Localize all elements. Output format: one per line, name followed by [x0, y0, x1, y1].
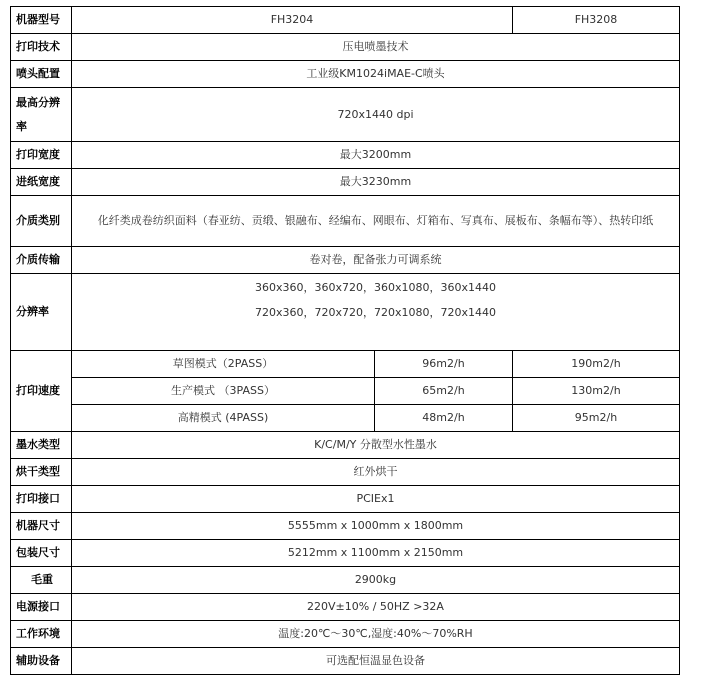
row-machine-size [11, 513, 680, 540]
row-ink-type [11, 432, 680, 459]
label-power: 电源接口 [11, 594, 72, 621]
label-feed-width: 进纸宽度 [11, 169, 72, 196]
row-interface [11, 486, 680, 513]
value-package-size: 5212mm x 1100mm x 2150mm [72, 540, 680, 567]
value-print-tech: 压电喷墨技术 [72, 34, 680, 61]
row-print-width [11, 142, 680, 169]
speed-mode-draft: 草图模式（2PASS） [72, 351, 375, 378]
speed-draft-v1: 96m2/h [375, 351, 513, 378]
value-resolution [72, 274, 680, 351]
value-machine-size: 5555mm x 1000mm x 1800mm [72, 513, 680, 540]
row-package-size [11, 540, 680, 567]
row-head-config [11, 61, 680, 88]
row-model [11, 7, 680, 34]
value-head-config: 工业级KM1024iMAE-C喷头 [72, 61, 680, 88]
label-dry-type: 烘干类型 [11, 459, 72, 486]
label-media-transfer: 介质传输 [11, 247, 72, 274]
label-head-config: 喷头配置 [11, 61, 72, 88]
label-print-tech: 打印技术 [11, 34, 72, 61]
resolution-line-1: 360x360，360x720，360x1080，360x1440 [254, 281, 496, 294]
speed-mode-production: 生产模式 （3PASS） [72, 378, 375, 405]
value-interface: PCIEx1 [72, 486, 680, 513]
label-environment: 工作环境 [11, 621, 72, 648]
row-max-res [11, 88, 680, 142]
speed-fine-v2: 95m2/h [513, 405, 680, 432]
label-interface: 打印接口 [11, 486, 72, 513]
speed-production-v1: 65m2/h [375, 378, 513, 405]
speed-mode-fine: 高精模式 (4PASS) [72, 405, 375, 432]
value-dry-type: 红外烘干 [72, 459, 680, 486]
value-print-width: 最大3200mm [72, 142, 680, 169]
row-aux [11, 648, 680, 675]
label-gross-weight: 毛重 [11, 567, 72, 594]
value-aux: 可选配恒温显色设备 [72, 648, 680, 675]
value-environment: 温度:20℃～30℃,湿度:40%～70%RH [72, 621, 680, 648]
label-aux: 辅助设备 [11, 648, 72, 675]
row-dry-type [11, 459, 680, 486]
row-speed-fine [11, 405, 680, 432]
value-media-type: 化纤类成卷纺织面料（春亚纺、贡缎、银融布、经编布、网眼布、灯箱布、写真布、展板布、条幅布等）、热转印纸 [72, 196, 680, 247]
row-media-type [11, 196, 680, 247]
label-package-size: 包装尺寸 [11, 540, 72, 567]
value-feed-width: 最大3230mm [72, 169, 680, 196]
row-environment [11, 621, 680, 648]
value-model-2: FH3208 [513, 7, 680, 34]
row-speed-draft [11, 351, 680, 378]
row-feed-width [11, 169, 680, 196]
spec-table [10, 6, 680, 675]
speed-fine-v1: 48m2/h [375, 405, 513, 432]
row-media-transfer [11, 247, 680, 274]
value-ink-type: K/C/M/Y 分散型水性墨水 [72, 432, 680, 459]
label-print-speed: 打印速度 [11, 351, 72, 432]
resolution-line-2: 720x360，720x720，720x1080，720x1440 [254, 306, 496, 319]
value-gross-weight: 2900kg [72, 567, 680, 594]
row-print-tech [11, 34, 680, 61]
value-model-1: FH3204 [72, 7, 513, 34]
label-media-type: 介质类别 [11, 196, 72, 247]
speed-production-v2: 130m2/h [513, 378, 680, 405]
label-resolution: 分辨率 [11, 274, 72, 351]
value-media-transfer: 卷对卷，配备张力可调系统 [72, 247, 680, 274]
label-model: 机器型号 [11, 7, 72, 34]
value-power: 220V±10% / 50HZ >32A [72, 594, 680, 621]
value-max-res: 720x1440 dpi [72, 88, 680, 142]
row-gross-weight [11, 567, 680, 594]
label-machine-size: 机器尺寸 [11, 513, 72, 540]
row-resolution [11, 274, 680, 351]
row-power [11, 594, 680, 621]
label-print-width: 打印宽度 [11, 142, 72, 169]
label-ink-type: 墨水类型 [11, 432, 72, 459]
row-speed-production [11, 378, 680, 405]
speed-draft-v2: 190m2/h [513, 351, 680, 378]
label-max-res: 最高分辨率 [11, 88, 72, 142]
